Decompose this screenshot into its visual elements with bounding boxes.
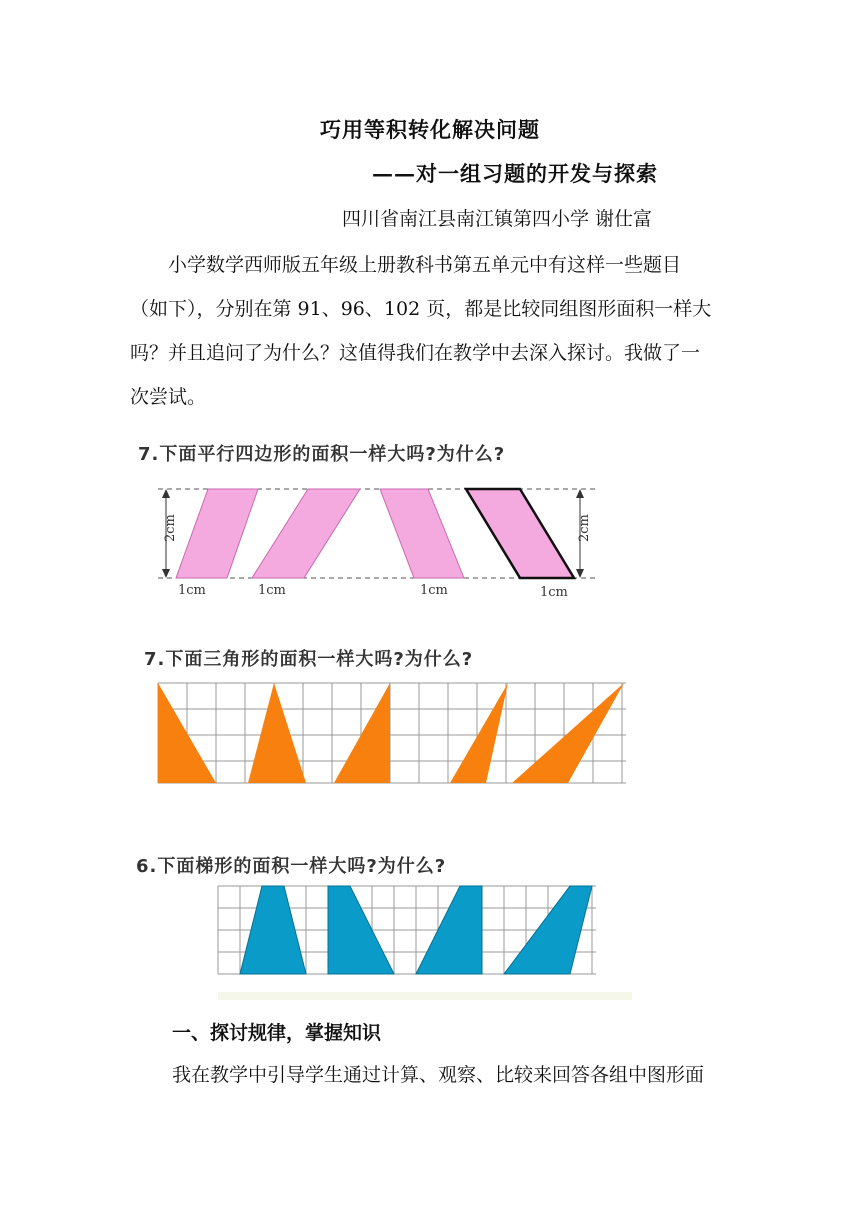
section-heading: 一、探讨规律，掌握知识 — [172, 1022, 382, 1044]
base-label: 1cm — [258, 583, 286, 598]
parallelogram-figure — [128, 480, 608, 620]
intro-line: 小学数学西师版五年级上册教科书第五单元中有这样一些题目 — [168, 254, 682, 276]
base-label: 1cm — [420, 583, 448, 598]
triangle-2 — [248, 683, 306, 783]
scan-edge — [218, 992, 632, 1000]
triangle-4 — [450, 683, 508, 783]
intro-line: 吗？并且追问了为什么？这值得我们在教学中去深入探讨。我做了一 — [130, 342, 701, 364]
document-subtitle: ——对一组习题的开发与探索 — [372, 161, 658, 186]
parallelogram-1 — [176, 489, 258, 578]
intro-line: 次尝试。 — [130, 386, 207, 408]
base-label: 1cm — [178, 583, 206, 598]
arrow-up-icon — [162, 489, 170, 498]
parallelogram-question: 7.下面平行四边形的面积一样大吗?为什么? — [138, 444, 506, 465]
parallelogram-3 — [380, 489, 464, 578]
body-line: 我在教学中引导学生通过计算、观察、比较来回答各组中图形面 — [172, 1064, 705, 1086]
arrow-down-icon — [162, 569, 170, 578]
triangle-figure — [150, 675, 630, 790]
parallelogram-4 — [466, 489, 574, 578]
trapezoid-question: 6.下面梯形的面积一样大吗?为什么? — [136, 856, 447, 877]
arrow-up-icon — [576, 489, 584, 498]
height-label-left: 2cm — [163, 514, 178, 542]
triangle-3 — [334, 683, 390, 783]
triangle-question: 7.下面三角形的面积一样大吗?为什么? — [144, 649, 474, 670]
intro-paragraph — [130, 243, 730, 419]
parallelogram-2 — [252, 489, 360, 578]
trapezoid-figure — [214, 880, 634, 1005]
height-label-right: 2cm — [577, 514, 592, 542]
intro-line: （如下），分别在第 91、96、102 页，都是比较同组图形面积一样大 — [130, 298, 712, 320]
base-label: 1cm — [540, 585, 568, 600]
document-title: 巧用等积转化解决问题 — [320, 117, 540, 142]
arrow-down-icon — [576, 569, 584, 578]
triangle-5 — [512, 683, 624, 783]
author-line: 四川省南江县南江镇第四小学 谢仕富 — [342, 208, 653, 230]
